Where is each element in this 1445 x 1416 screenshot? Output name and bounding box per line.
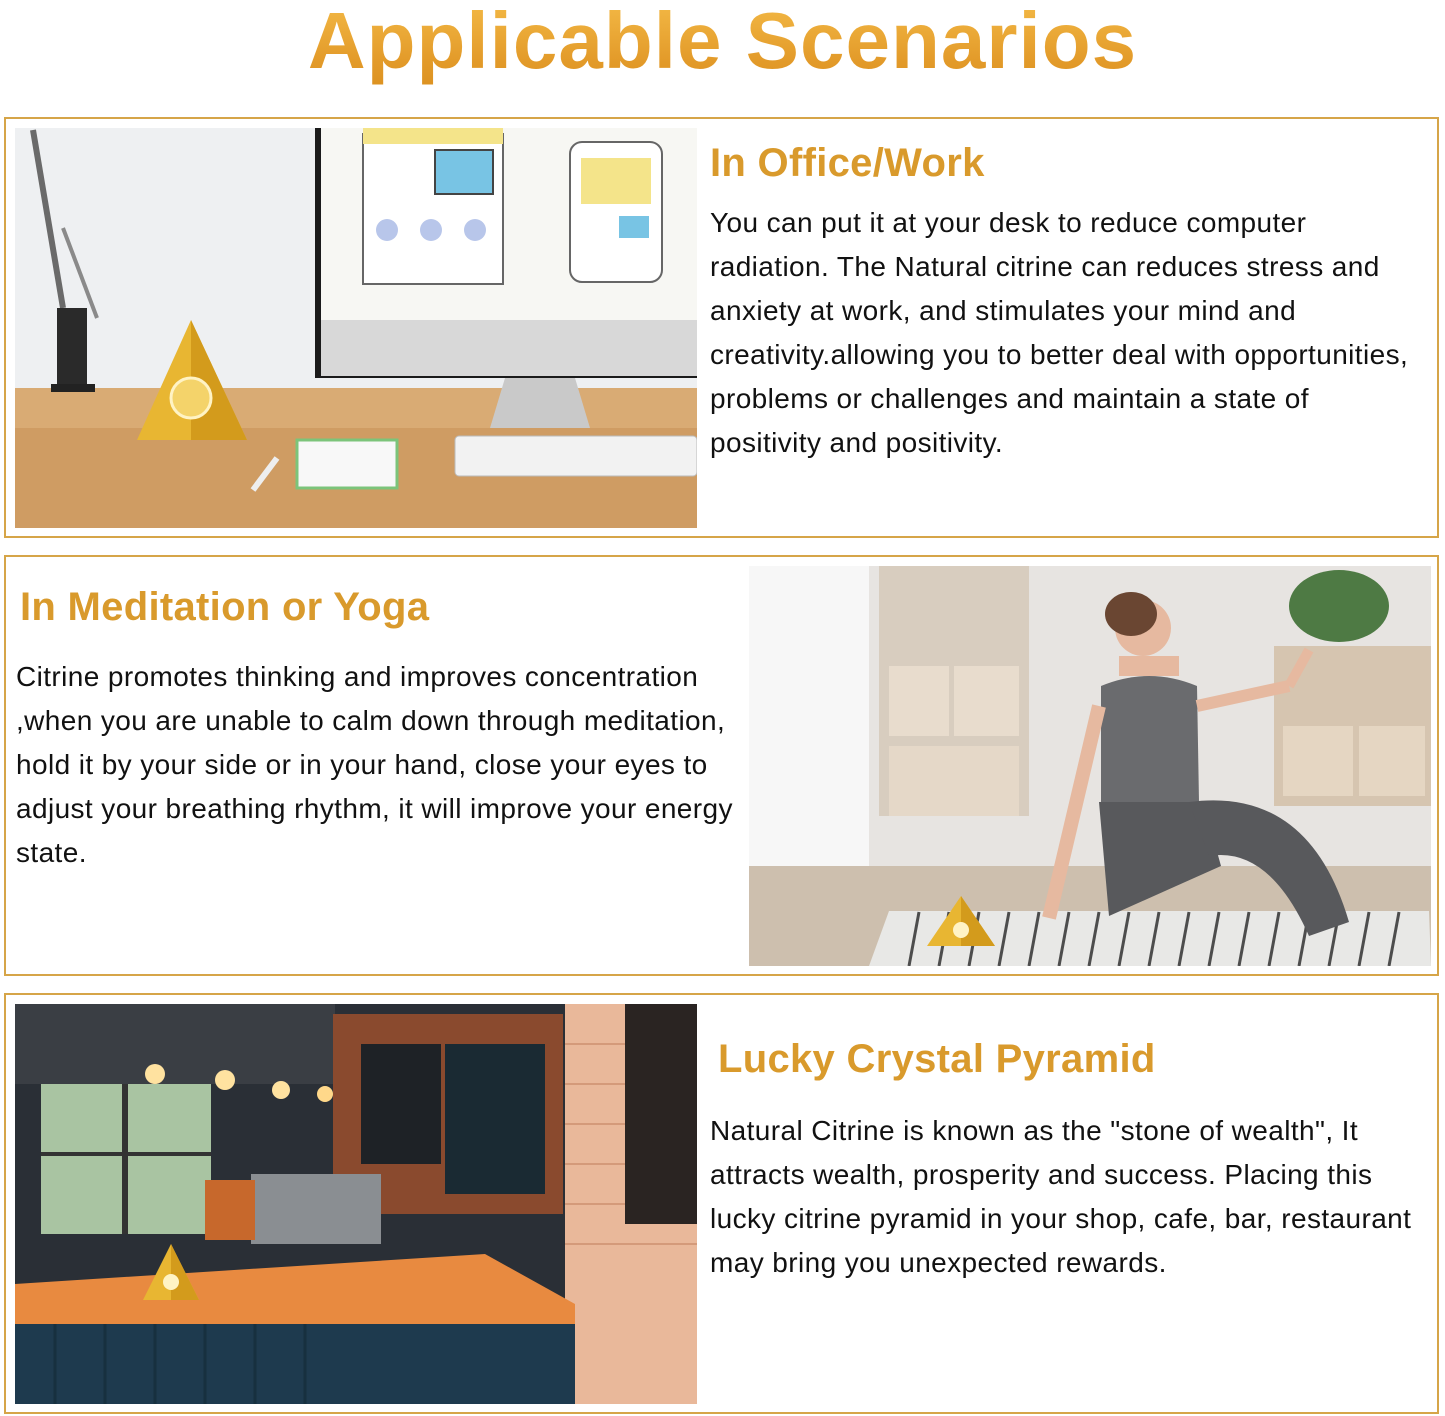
scenario-office-panel: [4, 117, 1439, 538]
office-heading: In Office/Work: [710, 141, 985, 185]
office-desk-photo: [15, 128, 697, 528]
office-description: You can put it at your desk to reduce computer radiation. The Natural citrine can reduces stress and anxiety at work, and stimulates your mind and creativity.allowing you to better deal with opportunities, problems or challenges and maintain a state of positivity and positivity.: [710, 207, 1409, 458]
scenario-meditation-panel: [4, 555, 1439, 976]
scenario-shop-panel: [4, 993, 1439, 1414]
yoga-photo: [749, 566, 1431, 966]
lucky-crystal-heading: Lucky Crystal Pyramid: [718, 1037, 1156, 1081]
page-title: Applicable Scenarios: [0, 0, 1445, 100]
meditation-description: Citrine promotes thinking and improves concentration ,when you are unable to calm down through meditation, hold it by your side or in your hand, close your eyes to adjust your breathing rhythm, it will improve your energy state.: [16, 661, 733, 868]
cafe-bar-photo: [15, 1004, 697, 1404]
meditation-heading: In Meditation or Yoga: [20, 585, 430, 629]
lucky-crystal-description: Natural Citrine is known as the "stone of wealth", It attracts wealth, prosperity and success. Placing this lucky citrine pyramid in your shop, cafe, bar, restaurant may bring you unexpected rewards.: [710, 1115, 1412, 1278]
